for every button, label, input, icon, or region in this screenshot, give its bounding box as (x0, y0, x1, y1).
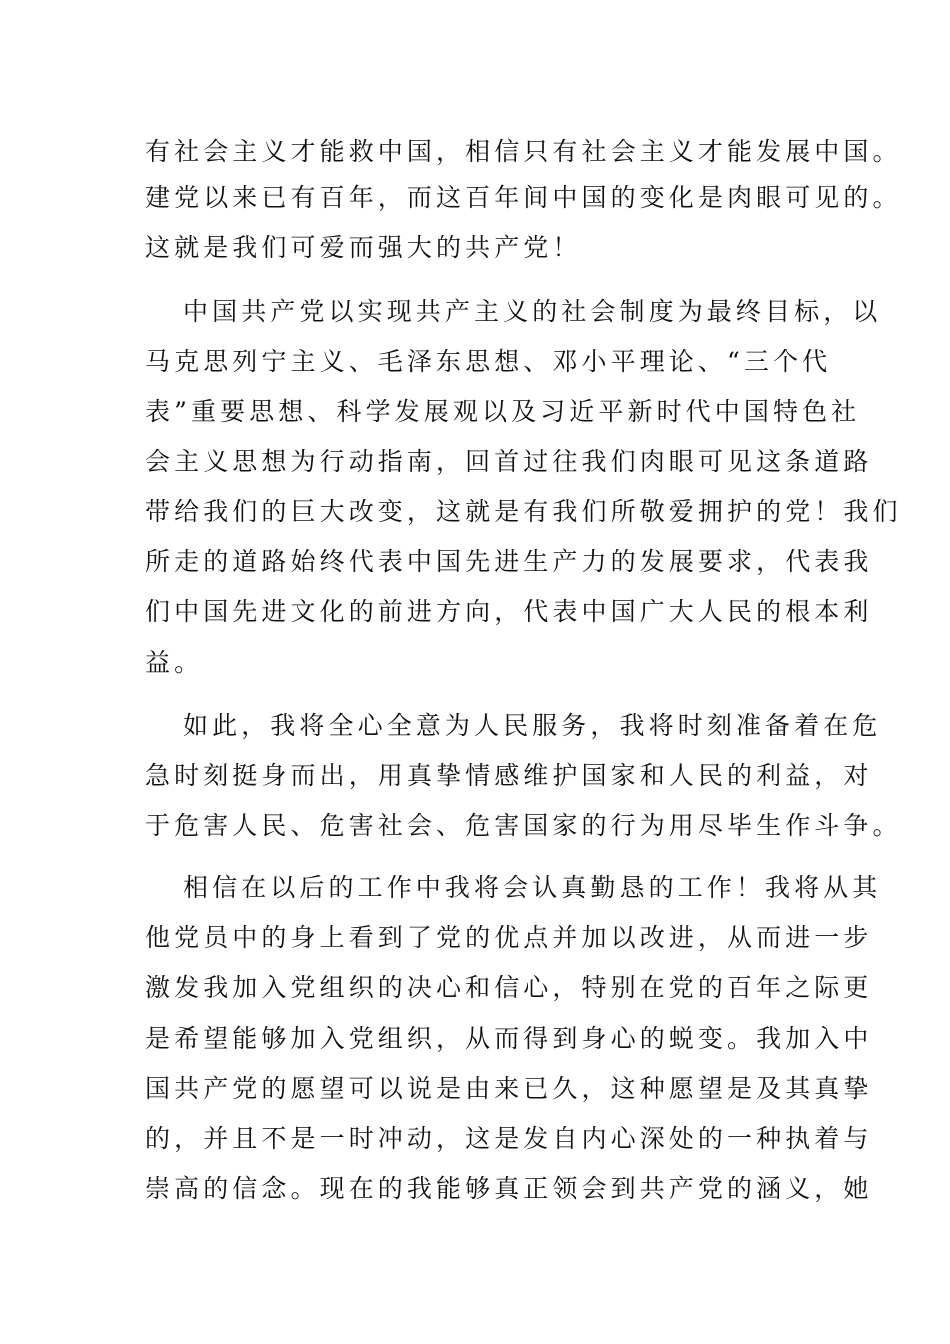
text-line: 是希望能够加入党组织，从而得到身心的蜕变。我加入中 (145, 1024, 873, 1053)
text-line: 国共产党的愿望可以说是由来已久，这种愿望是及其真挚 (145, 1074, 873, 1103)
text-line: 所走的道路始终代表中国先进生产力的发展要求，代表我 (145, 547, 873, 576)
text-line: 们中国先进文化的前进方向，代表中国广大人民的根本利 (145, 597, 873, 626)
text-line: 于危害人民、危害社会、危害国家的行为用尽毕生作斗争。 (145, 811, 902, 840)
text-line: 建党以来已有百年，而这百年间中国的变化是肉眼可见的。 (145, 183, 902, 212)
paragraph-first-line: 相信在以后的工作中我将会认真勤恳的工作！我将从其 (183, 873, 882, 902)
text-line: 表”重要思想、科学发展观以及习近平新时代中国特色社 (145, 397, 861, 426)
text-line: 崇高的信念。现在的我能够真正领会到共产党的涵义，她 (145, 1174, 873, 1203)
text-line: 这就是我们可爱而强大的共产党！ (145, 233, 582, 262)
text-line: 马克思列宁主义、毛泽东思想、邓小平理论、“三个代 (145, 347, 832, 376)
text-line: 带给我们的巨大改变，这就是有我们所敬爱拥护的党！我们 (145, 497, 902, 526)
text-line: 他党员中的身上看到了党的优点并加以改进，从而进一步 (145, 923, 873, 952)
text-line: 益。 (145, 648, 204, 677)
text-line: 会主义思想为行动指南，回首过往我们肉眼可见这条道路 (145, 447, 873, 476)
paragraph-first-line: 如此，我将全心全意为人民服务，我将时刻准备着在危 (183, 711, 882, 740)
text-line: 的，并且不是一时冲动，这是发自内心深处的一种执着与 (145, 1124, 873, 1153)
text-line: 急时刻挺身而出，用真挚情感维护国家和人民的利益，对 (145, 761, 873, 790)
paragraph-first-line: 中国共产党以实现共产主义的社会制度为最终目标，以 (183, 297, 882, 326)
text-line: 激发我加入党组织的决心和信心，特别在党的百年之际更 (145, 973, 873, 1002)
text-line: 有社会主义才能救中国，相信只有社会主义才能发展中国。 (145, 137, 902, 166)
